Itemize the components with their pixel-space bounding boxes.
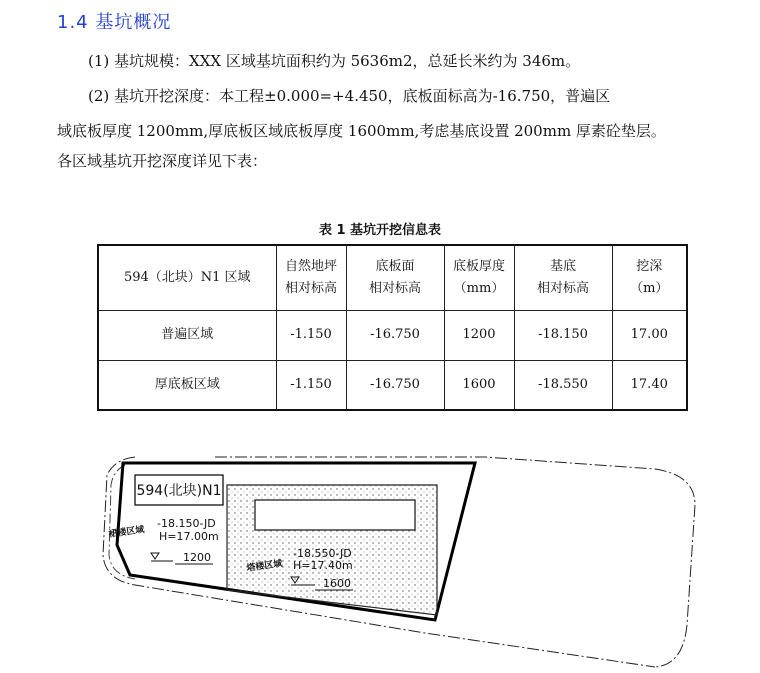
table-cell: -1.150	[276, 360, 346, 410]
header-ground-level: 自然地坪 相对标高	[276, 245, 346, 310]
area2-name: 塔楼区域	[246, 559, 284, 574]
table-cell: -1.150	[276, 310, 346, 360]
level-marker-icon	[151, 553, 173, 561]
header-zone: 594（北块）N1 区域	[98, 245, 276, 310]
header-base-level: 基底 相对标高	[514, 245, 612, 310]
table-row	[98, 360, 687, 410]
table-cell: -16.750	[346, 360, 444, 410]
table-caption: 表 1 基坑开挖信息表	[318, 223, 442, 238]
table-cell: 17.00	[612, 310, 687, 360]
paragraph-pit-depth: (2) 基坑开挖深度：本工程±0.000=+4.450，底板面标高为-16.750，普遍区	[88, 87, 611, 105]
section-heading: 1.4 基坑概况	[57, 12, 172, 33]
table-cell: 1200	[444, 310, 514, 360]
header-slab-top: 底板面 相对标高	[346, 245, 444, 310]
site-plan-drawing	[95, 445, 707, 670]
area1-thickness: 1200	[183, 551, 211, 564]
header-depth: 挖深 （m）	[612, 245, 687, 310]
area2-elevation: -18.550-JD	[293, 547, 352, 560]
area2-thickness: 1600	[323, 577, 351, 590]
table-cell: 17.40	[612, 360, 687, 410]
excavation-info-table	[97, 244, 688, 411]
paragraph-table-intro: 各区域基坑开挖深度详见下表：	[57, 152, 268, 170]
area2-depth: H=17.40m	[293, 559, 353, 572]
area1-elevation: -18.150-JD	[157, 517, 216, 530]
table-cell: -18.150	[514, 310, 612, 360]
table-cell: -16.750	[346, 310, 444, 360]
table-cell: -18.550	[514, 360, 612, 410]
tower-core-rect	[255, 500, 415, 530]
table-cell: 厚底板区域	[98, 360, 276, 410]
table-row	[98, 310, 687, 360]
table-cell: 1600	[444, 360, 514, 410]
table-cell: 普遍区域	[98, 310, 276, 360]
zone-label: 594(北块)N1	[136, 483, 222, 499]
paragraph-pit-depth-cont: 域底板厚度 1200mm,厚底板区域底板厚度 1600mm,考虑基底设置 200mm 厚素砼垫层。	[57, 122, 666, 140]
area1-name: 裙楼区域	[108, 525, 146, 540]
paragraph-pit-scale: (1) 基坑规模：XXX 区域基坑面积约为 5636m2，总延长米约为 346m。	[88, 52, 581, 70]
area1-depth: H=17.00m	[159, 530, 219, 543]
header-slab-thickness: 底板厚度 （mm）	[444, 245, 514, 310]
table-header-row	[98, 245, 687, 310]
